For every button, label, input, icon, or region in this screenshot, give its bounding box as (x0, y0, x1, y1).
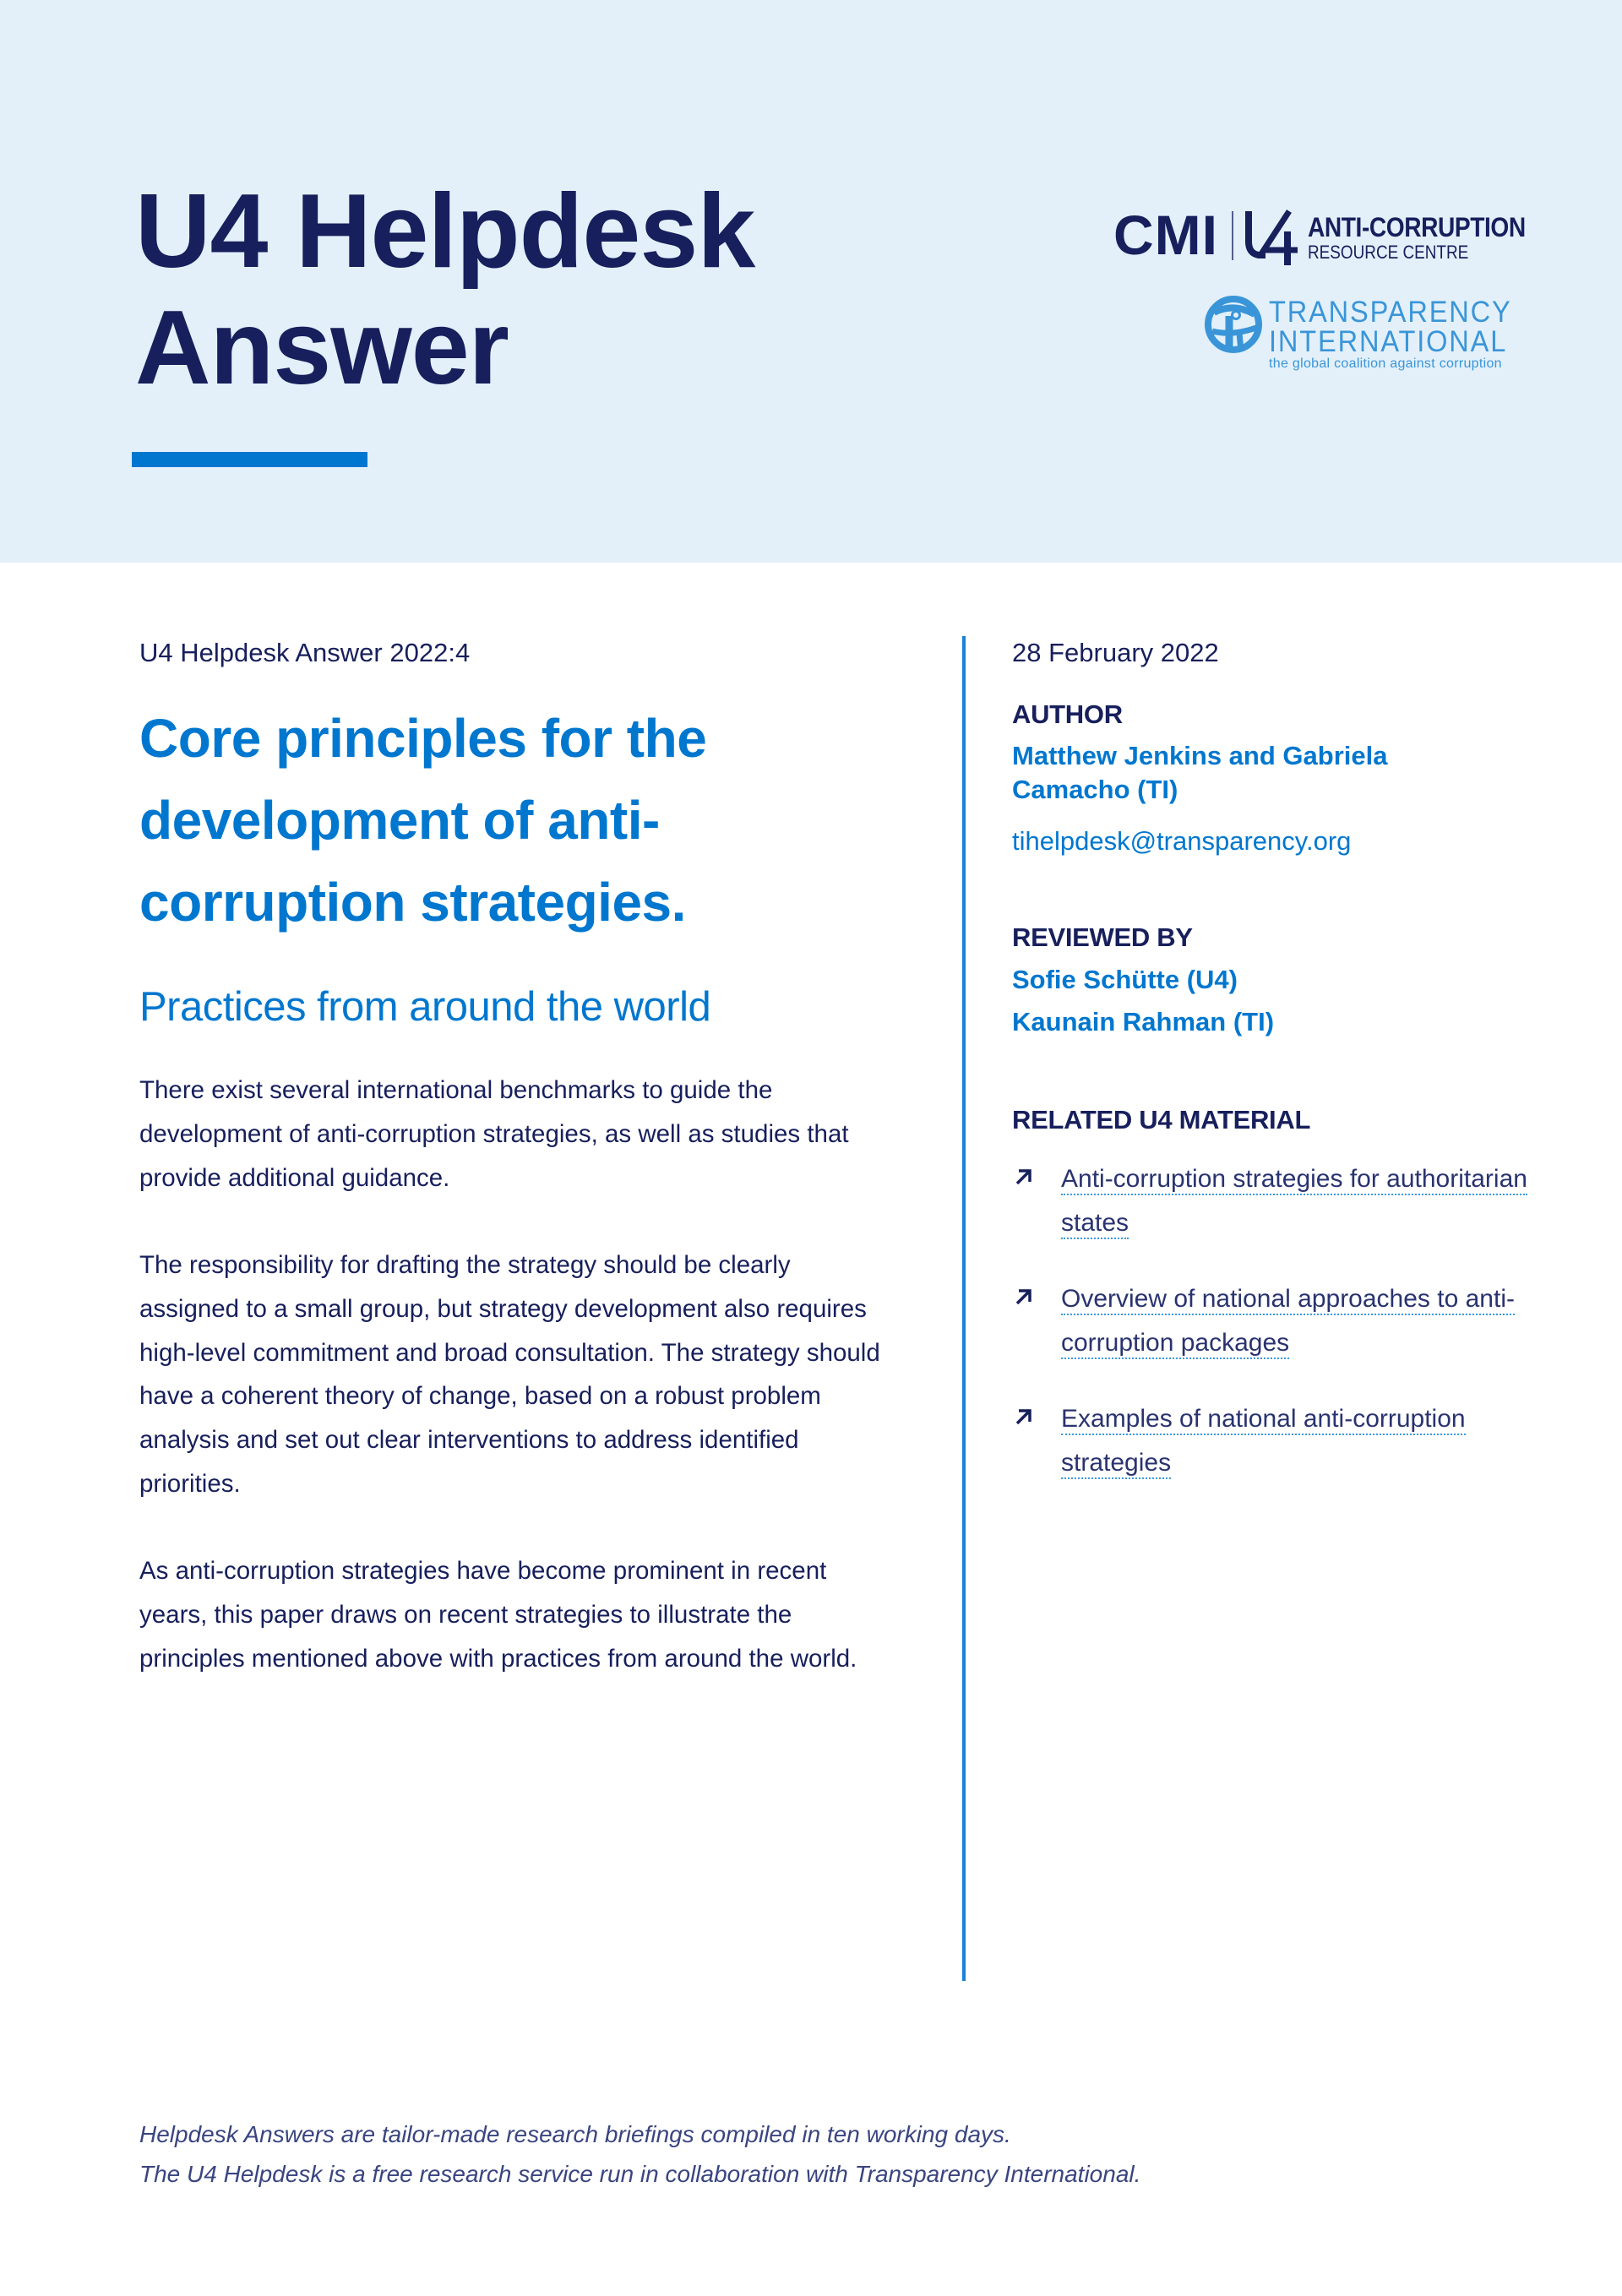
arrow-up-right-icon (1014, 1287, 1032, 1306)
reviewed-by-heading: REVIEWED BY (1012, 922, 1193, 952)
column-divider (962, 636, 966, 1981)
document-title (139, 698, 900, 944)
author-heading: AUTHOR (1012, 699, 1123, 729)
document-subtitle: Practices from around the world (139, 984, 711, 1030)
arrow-up-right-icon (1014, 1167, 1032, 1186)
ti-logo-line2: INTERNATIONAL (1269, 325, 1508, 358)
u4-logo-line1: ANTI-CORRUPTION (1308, 212, 1526, 242)
page-title-line1: U4 Helpdesk (135, 173, 755, 290)
reviewer-name: Kaunain Rahman (TI) (1012, 1007, 1275, 1036)
related-material-link[interactable]: Overview of national approaches to anti-corruption packages (1061, 1277, 1534, 1365)
arrow-up-right-icon (1014, 1407, 1032, 1426)
contact-email-link[interactable]: tihelpdesk@transparency.org (1012, 826, 1352, 856)
related-material-link[interactable]: Anti-corruption strategies for authoritarian states (1061, 1157, 1534, 1245)
reviewer-name: Sofie Schütte (U4) (1012, 965, 1238, 994)
transparency-international-logo-text (1269, 297, 1530, 371)
u4-logo-text (1308, 214, 1555, 262)
logo-separator (1232, 211, 1233, 260)
document-title-line: Core principles for the (139, 708, 707, 769)
publication-date: 28 February 2022 (1012, 638, 1219, 667)
ti-logo-tagline: the global coalition against corruption (1269, 356, 1502, 371)
u4-logo-icon (1245, 209, 1304, 267)
accent-bar (132, 452, 367, 467)
series-label: U4 Helpdesk Answer 2022:4 (139, 638, 471, 667)
footer-line: The U4 Helpdesk is a free research service run in collaboration with Transparency International. (139, 2161, 1141, 2187)
author-names: Matthew Jenkins and Gabriela Camacho (TI) (1012, 741, 1388, 804)
footer-note (139, 2114, 1140, 2194)
document-title-line: development of anti- (139, 790, 660, 851)
footer-line: Helpdesk Answers are tailor-made research briefings compiled in ten working days. (139, 2121, 1011, 2147)
document-title-line: corruption strategies. (139, 872, 686, 933)
page-title (135, 173, 754, 406)
transparency-international-globe-icon (1204, 294, 1263, 355)
u4-logo-line2: RESOURCE CENTRE (1308, 242, 1469, 263)
summary-paragraph: The responsibility for drafting the strategy should be clearly assigned to a small group, but strategy development also requires high-level commitment and broad consultation. The strategy should have a coherent theory of change, based on a robust problem analysis and set out clear interventions to address identified priorities. (139, 1251, 880, 1498)
related-material-link[interactable]: Examples of national anti-corruption strategies (1061, 1397, 1534, 1485)
page-title-line2: Answer (135, 290, 509, 406)
ti-logo-line1: TRANSPARENCY (1269, 296, 1512, 329)
related-material-heading: RELATED U4 MATERIAL (1012, 1105, 1311, 1134)
summary-paragraph: There exist several international benchmarks to guide the development of anti-corruption strategies, as well as studies that provide additional guidance. (139, 1076, 849, 1192)
cmi-logo: CMI (1113, 204, 1218, 266)
summary-paragraph: As anti-corruption strategies have become prominent in recent years, this paper draws on recent strategies to illustrate the principles mentioned above with practices from around the world. (139, 1557, 857, 1673)
